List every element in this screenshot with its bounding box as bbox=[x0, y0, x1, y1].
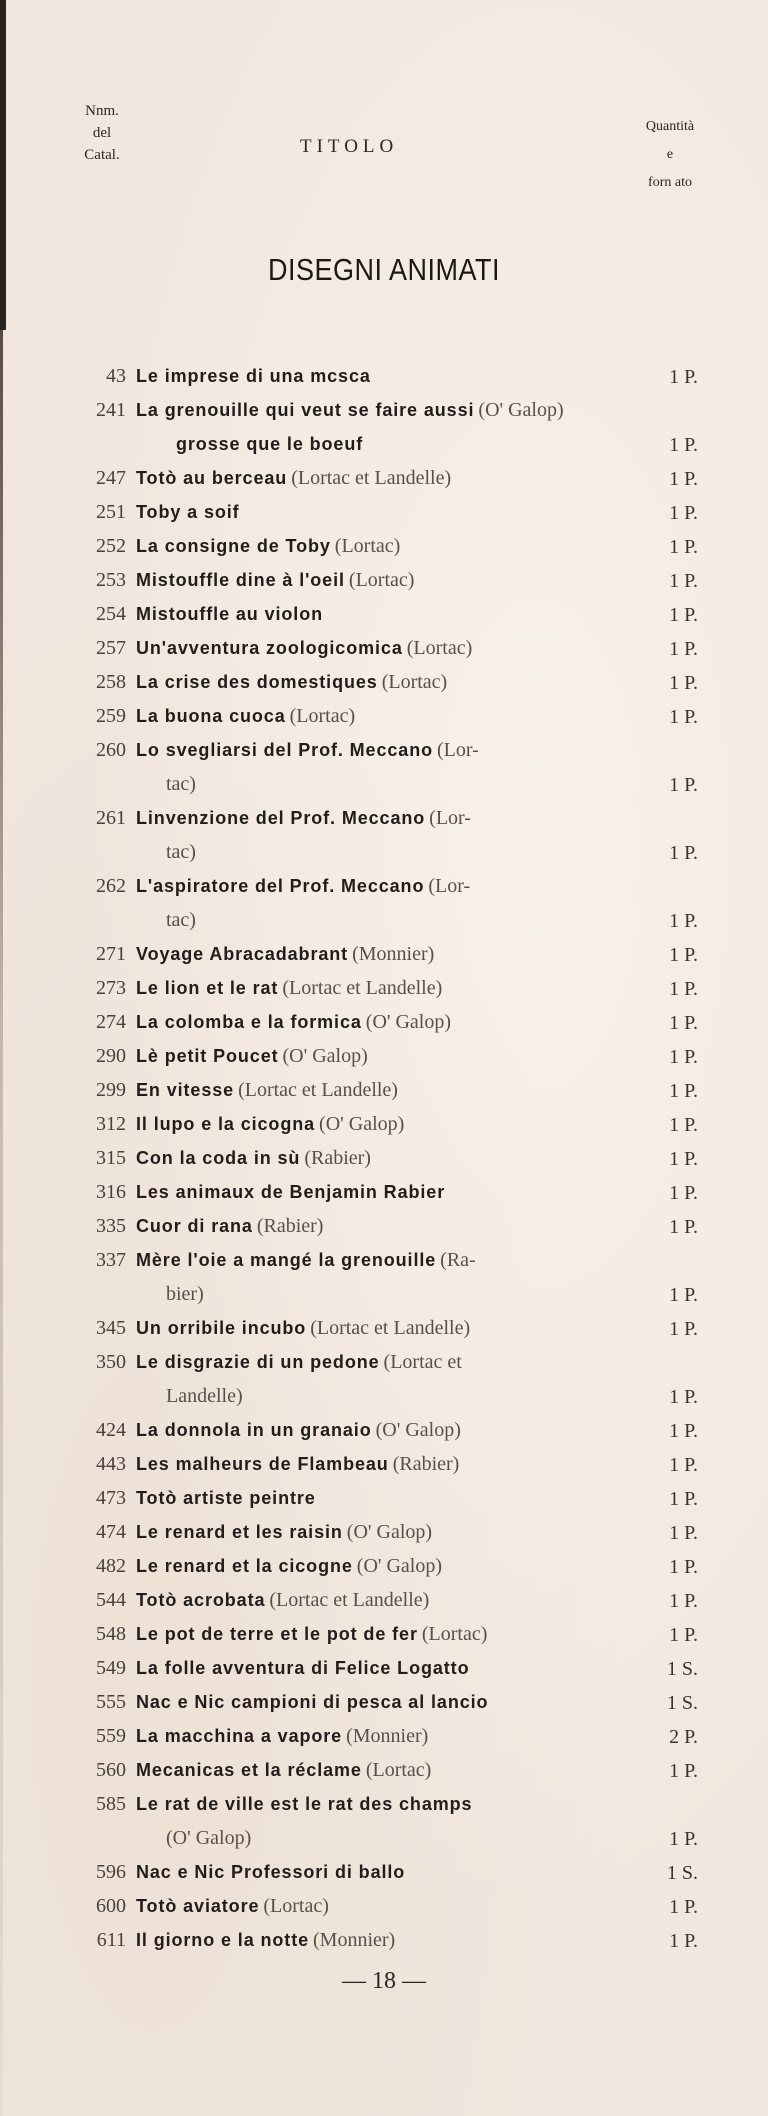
title-cell bbox=[126, 1652, 606, 1686]
title-cell bbox=[126, 1754, 606, 1788]
title-cell bbox=[126, 1108, 606, 1142]
quantity-format: 1 P. bbox=[669, 1488, 698, 1510]
title-cell bbox=[126, 1482, 606, 1516]
author: (Rabier) bbox=[392, 1453, 460, 1475]
catalog-number: 345 bbox=[96, 1317, 126, 1339]
title-cell bbox=[126, 1176, 606, 1210]
title-line bbox=[136, 1108, 606, 1142]
author-continuation: (O' Galop) bbox=[166, 1827, 252, 1849]
quantity-format: 1 P. bbox=[669, 434, 698, 456]
film-title: Mistouffle au violon bbox=[136, 604, 323, 624]
film-title: La buona cuoca bbox=[136, 706, 286, 726]
author: (Lortac) bbox=[421, 1623, 488, 1645]
catalog-number: 585 bbox=[96, 1793, 126, 1815]
title-line bbox=[136, 1856, 606, 1890]
header-line: Nnm. bbox=[85, 103, 119, 119]
author: (Lortac) bbox=[381, 671, 448, 693]
film-title-continuation: grosse que le boeuf bbox=[176, 434, 364, 454]
quantity-format: 1 P. bbox=[669, 1590, 698, 1612]
catalog-number: 316 bbox=[96, 1181, 126, 1203]
quantity-format: 1 P. bbox=[669, 570, 698, 592]
film-title: Lo svegliarsi del Prof. Meccano bbox=[136, 740, 433, 760]
author: (Lortac et Landelle) bbox=[238, 1079, 398, 1101]
title-cell bbox=[126, 734, 606, 802]
catalog-number: 258 bbox=[96, 671, 126, 693]
quantity-format: 1 P. bbox=[669, 1930, 698, 1952]
catalog-number: 596 bbox=[96, 1861, 126, 1883]
author: (Rabier) bbox=[256, 1215, 324, 1237]
author: (Lortac) bbox=[365, 1759, 432, 1781]
title-line bbox=[136, 938, 606, 972]
title-line bbox=[136, 666, 606, 700]
title-line bbox=[136, 1720, 606, 1754]
film-title: Le rat de ville est le rat des champs bbox=[136, 1794, 473, 1814]
title-line bbox=[136, 1686, 606, 1720]
title-cell bbox=[126, 972, 606, 1006]
title-line bbox=[136, 1482, 606, 1516]
author: (Lortac) bbox=[348, 569, 415, 591]
catalog-list bbox=[0, 360, 768, 1958]
list-item bbox=[0, 802, 768, 870]
list-item bbox=[0, 1856, 768, 1890]
title-line bbox=[136, 496, 606, 530]
title-line bbox=[136, 1312, 606, 1346]
author: (O' Galop) bbox=[346, 1521, 433, 1543]
title-continuation bbox=[136, 768, 606, 802]
title-cell bbox=[126, 1720, 606, 1754]
quantity-format: 1 P. bbox=[669, 1216, 698, 1238]
quantity-format: 1 P. bbox=[669, 1080, 698, 1102]
list-item bbox=[0, 938, 768, 972]
title-line bbox=[136, 462, 606, 496]
quantity-format: 1 P. bbox=[669, 1148, 698, 1170]
author-continuation: tac) bbox=[166, 841, 196, 863]
title-cell bbox=[126, 700, 606, 734]
list-item bbox=[0, 1142, 768, 1176]
title-line bbox=[136, 1924, 606, 1958]
film-title: Le disgrazie di un pedone bbox=[136, 1352, 380, 1372]
quantity-format: 2 P. bbox=[669, 1726, 698, 1748]
film-title: Le renard et les raisin bbox=[136, 1522, 343, 1542]
quantity-format: 1 P. bbox=[669, 910, 698, 932]
quantity-format: 1 S. bbox=[666, 1862, 698, 1884]
author: (O' Galop) bbox=[478, 399, 564, 421]
title-cell bbox=[126, 1890, 606, 1924]
title-line bbox=[136, 1652, 606, 1686]
list-item bbox=[0, 1176, 768, 1210]
catalog-number: 611 bbox=[96, 1929, 126, 1951]
author: (O' Galop) bbox=[319, 1113, 405, 1135]
film-title: Un orribile incubo bbox=[136, 1318, 307, 1338]
title-cell bbox=[126, 802, 606, 870]
catalog-number: 262 bbox=[96, 875, 126, 897]
catalog-number: 251 bbox=[96, 501, 126, 523]
title-line bbox=[136, 564, 606, 598]
film-title: La crise des domestiques bbox=[136, 672, 378, 692]
quantity-format: 1 P. bbox=[669, 672, 698, 694]
list-item bbox=[0, 496, 768, 530]
catalog-number: 274 bbox=[96, 1011, 126, 1033]
title-line bbox=[136, 1040, 606, 1074]
quantity-format: 1 P. bbox=[669, 536, 698, 558]
column-header-quantity bbox=[630, 113, 710, 197]
catalog-number: 600 bbox=[96, 1895, 126, 1917]
catalog-number: 473 bbox=[96, 1487, 126, 1509]
film-title: Il giorno e la notte bbox=[136, 1930, 310, 1950]
quantity-format: 1 P. bbox=[669, 1522, 698, 1544]
film-title: Linvenzione del Prof. Meccano bbox=[136, 808, 426, 828]
author: (Monnier) bbox=[346, 1725, 429, 1747]
film-title: Totò artiste peintre bbox=[136, 1488, 316, 1508]
catalog-number: 259 bbox=[96, 705, 126, 727]
author-continuation: tac) bbox=[166, 773, 196, 795]
list-item bbox=[0, 1210, 768, 1244]
film-title: Mère l'oie a mangé la grenouille bbox=[136, 1250, 437, 1270]
catalog-number: 559 bbox=[96, 1725, 126, 1747]
catalog-number: 290 bbox=[96, 1045, 126, 1067]
title-line bbox=[136, 1550, 606, 1584]
quantity-format: 1 P. bbox=[669, 638, 698, 660]
author: (Lor- bbox=[429, 807, 471, 829]
quantity-format: 1 S. bbox=[666, 1692, 698, 1714]
catalog-number: 482 bbox=[96, 1555, 126, 1577]
title-cell bbox=[126, 1244, 606, 1312]
author: (O' Galop) bbox=[375, 1419, 461, 1441]
quantity-format: 1 P. bbox=[669, 1556, 698, 1578]
title-continuation bbox=[136, 428, 606, 462]
author: (Ra- bbox=[440, 1249, 476, 1271]
author-continuation: bier) bbox=[166, 1283, 204, 1305]
film-title: La folle avventura di Felice Logatto bbox=[136, 1658, 470, 1678]
catalog-number: 474 bbox=[96, 1521, 126, 1543]
quantity-format: 1 P. bbox=[669, 502, 698, 524]
title-cell bbox=[126, 938, 606, 972]
film-title: Le imprese di una mcsca bbox=[136, 366, 371, 386]
list-item bbox=[0, 1924, 768, 1958]
list-item bbox=[0, 1244, 768, 1312]
catalog-number: 43 bbox=[106, 365, 126, 387]
author-continuation: tac) bbox=[166, 909, 196, 931]
author: (Lortac et bbox=[383, 1351, 462, 1373]
title-line bbox=[136, 1584, 606, 1618]
quantity-format: 1 P. bbox=[669, 1046, 698, 1068]
list-item bbox=[0, 734, 768, 802]
title-cell bbox=[126, 1312, 606, 1346]
list-item bbox=[0, 1754, 768, 1788]
quantity-format: 1 P. bbox=[669, 944, 698, 966]
header-line: Catal. bbox=[84, 147, 120, 163]
author: (Lortac et Landelle) bbox=[291, 467, 452, 489]
catalog-number: 544 bbox=[96, 1589, 126, 1611]
title-cell bbox=[126, 1040, 606, 1074]
film-title: Totò acrobata bbox=[136, 1590, 266, 1610]
title-line bbox=[136, 1176, 606, 1210]
list-item bbox=[0, 1720, 768, 1754]
title-cell bbox=[126, 1074, 606, 1108]
film-title: La grenouille qui veut se faire aussi bbox=[136, 400, 475, 420]
section-title: DISEGNI ANIMATI bbox=[267, 253, 501, 287]
catalog-number: 424 bbox=[96, 1419, 126, 1441]
quantity-format: 1 P. bbox=[669, 1012, 698, 1034]
author: (Lortac) bbox=[406, 637, 473, 659]
title-line bbox=[136, 1618, 606, 1652]
title-line bbox=[136, 802, 606, 836]
list-item bbox=[0, 1312, 768, 1346]
title-cell bbox=[126, 1856, 606, 1890]
title-line bbox=[136, 632, 606, 666]
title-line bbox=[136, 530, 606, 564]
list-item bbox=[0, 1108, 768, 1142]
film-title: Le pot de terre et le pot de fer bbox=[136, 1624, 418, 1644]
film-title: Il lupo e la cicogna bbox=[136, 1114, 316, 1134]
title-cell bbox=[126, 1618, 606, 1652]
film-title: Mistouffle dine à l'oeil bbox=[136, 570, 345, 590]
list-item bbox=[0, 870, 768, 938]
catalog-number: 335 bbox=[96, 1215, 126, 1237]
catalog-number: 254 bbox=[96, 603, 126, 625]
author: (Lortac) bbox=[334, 535, 401, 557]
title-cell bbox=[126, 1686, 606, 1720]
author: (Lortac) bbox=[263, 1895, 329, 1917]
film-title: Lè petit Poucet bbox=[136, 1046, 279, 1066]
title-cell bbox=[126, 1584, 606, 1618]
list-item bbox=[0, 1550, 768, 1584]
author: (Lor- bbox=[428, 875, 471, 897]
list-item bbox=[0, 1346, 768, 1414]
list-item bbox=[0, 1074, 768, 1108]
author: (Lortac et Landelle) bbox=[282, 977, 443, 999]
quantity-format: 1 P. bbox=[669, 1318, 698, 1340]
list-item bbox=[0, 1788, 768, 1856]
title-continuation bbox=[136, 836, 606, 870]
list-item bbox=[0, 1890, 768, 1924]
quantity-format: 1 P. bbox=[669, 706, 698, 728]
list-item bbox=[0, 394, 768, 462]
title-continuation bbox=[136, 1822, 606, 1856]
quantity-format: 1 P. bbox=[669, 1624, 698, 1646]
title-line bbox=[136, 598, 606, 632]
title-line bbox=[136, 394, 606, 428]
list-item bbox=[0, 1482, 768, 1516]
catalog-number: 312 bbox=[96, 1113, 126, 1135]
catalog-number: 337 bbox=[96, 1249, 126, 1271]
catalog-number: 549 bbox=[96, 1657, 126, 1679]
list-item bbox=[0, 632, 768, 666]
quantity-format: 1 P. bbox=[669, 978, 698, 1000]
title-line bbox=[136, 1788, 606, 1822]
catalog-number: 273 bbox=[96, 977, 126, 999]
catalog-number: 315 bbox=[96, 1147, 126, 1169]
list-item bbox=[0, 462, 768, 496]
catalog-number: 247 bbox=[96, 467, 126, 489]
title-cell bbox=[126, 1346, 606, 1414]
title-cell bbox=[126, 666, 606, 700]
film-title: Les malheurs de Flambeau bbox=[136, 1454, 389, 1474]
list-item bbox=[0, 1618, 768, 1652]
author: (O' Galop) bbox=[356, 1555, 443, 1577]
list-item bbox=[0, 1584, 768, 1618]
title-cell bbox=[126, 496, 606, 530]
film-title: Cuor di rana bbox=[136, 1216, 253, 1236]
title-cell bbox=[126, 1516, 606, 1550]
author: (O' Galop) bbox=[282, 1045, 368, 1067]
list-item bbox=[0, 700, 768, 734]
header-line: forn ato bbox=[648, 175, 692, 190]
title-continuation bbox=[136, 1380, 606, 1414]
title-line bbox=[136, 1210, 606, 1244]
quantity-format: 1 P. bbox=[669, 774, 698, 796]
film-title: Con la coda in sù bbox=[136, 1148, 301, 1168]
title-line bbox=[136, 360, 606, 394]
list-item bbox=[0, 1040, 768, 1074]
quantity-format: 1 P. bbox=[669, 1386, 698, 1408]
title-cell bbox=[126, 1448, 606, 1482]
title-line bbox=[136, 1890, 606, 1924]
film-title: L'aspiratore del Prof. Meccano bbox=[136, 876, 425, 896]
title-cell bbox=[126, 1550, 606, 1584]
title-line bbox=[136, 700, 606, 734]
film-title: La colomba e la formica bbox=[136, 1012, 362, 1032]
catalog-number: 555 bbox=[96, 1691, 126, 1713]
title-cell bbox=[126, 1788, 606, 1856]
title-cell bbox=[126, 462, 606, 496]
catalog-number: 260 bbox=[96, 739, 126, 761]
catalog-number: 241 bbox=[96, 399, 126, 421]
quantity-format: 1 P. bbox=[669, 1896, 698, 1918]
quantity-format: 1 P. bbox=[669, 366, 698, 388]
author: (Monnier) bbox=[313, 1929, 396, 1951]
title-continuation bbox=[136, 1278, 606, 1312]
quantity-format: 1 P. bbox=[669, 1284, 698, 1306]
quantity-format: 1 P. bbox=[669, 842, 698, 864]
quantity-format: 1 P. bbox=[669, 1828, 698, 1850]
title-line bbox=[136, 870, 606, 904]
title-line bbox=[136, 1074, 606, 1108]
header-line: del bbox=[92, 125, 112, 141]
list-item bbox=[0, 1448, 768, 1482]
title-line bbox=[136, 1414, 606, 1448]
title-cell bbox=[126, 1210, 606, 1244]
catalog-number: 271 bbox=[96, 943, 126, 965]
catalog-number: 261 bbox=[96, 807, 126, 829]
title-line bbox=[136, 1516, 606, 1550]
title-cell bbox=[126, 394, 606, 462]
list-item bbox=[0, 1414, 768, 1448]
title-cell bbox=[126, 360, 606, 394]
list-item bbox=[0, 666, 768, 700]
author: (Lortac et Landelle) bbox=[310, 1317, 471, 1339]
author: (O' Galop) bbox=[365, 1011, 452, 1033]
author: (Lortac et Landelle) bbox=[269, 1589, 430, 1611]
header-line: Quantità bbox=[645, 119, 695, 134]
film-title: Un'avventura zoologicomica bbox=[136, 638, 403, 658]
title-cell bbox=[126, 1006, 606, 1040]
list-item bbox=[0, 1516, 768, 1550]
list-item bbox=[0, 1652, 768, 1686]
author: (Lortac) bbox=[289, 705, 356, 727]
quantity-format: 1 P. bbox=[669, 468, 698, 490]
author-continuation: Landelle) bbox=[166, 1385, 243, 1407]
catalog-number: 560 bbox=[96, 1759, 126, 1781]
title-line bbox=[136, 1754, 606, 1788]
catalog-number: 548 bbox=[96, 1623, 126, 1645]
title-cell bbox=[126, 870, 606, 938]
film-title: Nac e Nic Professori di ballo bbox=[136, 1862, 406, 1882]
film-title: Nac e Nic campioni di pesca al lancio bbox=[136, 1692, 489, 1712]
catalog-number: 299 bbox=[96, 1079, 126, 1101]
catalog-number: 253 bbox=[96, 569, 126, 591]
title-line bbox=[136, 734, 606, 768]
film-title: La macchina a vapore bbox=[136, 1726, 343, 1746]
quantity-format: 1 P. bbox=[669, 1760, 698, 1782]
title-cell bbox=[126, 632, 606, 666]
title-line bbox=[136, 1244, 606, 1278]
film-title: En vitesse bbox=[136, 1080, 235, 1100]
quantity-format: 1 P. bbox=[669, 604, 698, 626]
list-item bbox=[0, 972, 768, 1006]
list-item bbox=[0, 564, 768, 598]
title-line bbox=[136, 1448, 606, 1482]
author: (Rabier) bbox=[304, 1147, 371, 1169]
list-item bbox=[0, 530, 768, 564]
film-title: Totò au berceau bbox=[136, 468, 288, 488]
list-item bbox=[0, 598, 768, 632]
title-line bbox=[136, 972, 606, 1006]
list-item bbox=[0, 1686, 768, 1720]
catalog-number: 257 bbox=[96, 637, 126, 659]
film-title: Totò aviatore bbox=[136, 1896, 260, 1916]
catalog-number: 252 bbox=[96, 535, 126, 557]
quantity-format: 1 S. bbox=[666, 1658, 698, 1680]
header-line: e bbox=[666, 147, 674, 162]
title-cell bbox=[126, 1142, 606, 1176]
title-line bbox=[136, 1346, 606, 1380]
quantity-format: 1 P. bbox=[669, 1420, 698, 1442]
author: (Monnier) bbox=[352, 943, 435, 965]
title-cell bbox=[126, 564, 606, 598]
catalog-number: 443 bbox=[96, 1453, 126, 1475]
title-line bbox=[136, 1142, 606, 1176]
film-title: Le renard et la cicogne bbox=[136, 1556, 353, 1576]
film-title: Les animaux de Benjamin Rabier bbox=[136, 1182, 446, 1202]
column-header-title: TITOLO bbox=[300, 136, 399, 157]
quantity-format: 1 P. bbox=[669, 1114, 698, 1136]
list-item bbox=[0, 360, 768, 394]
column-header-catalog-number bbox=[66, 100, 138, 166]
film-title: Mecanicas et la réclame bbox=[136, 1760, 362, 1780]
film-title: Le lion et le rat bbox=[136, 978, 279, 998]
title-cell bbox=[126, 1924, 606, 1958]
page-number: — 18 — bbox=[342, 1968, 426, 1994]
title-cell bbox=[126, 530, 606, 564]
film-title: La donnola in un granaio bbox=[136, 1420, 372, 1440]
title-cell bbox=[126, 1414, 606, 1448]
title-continuation bbox=[136, 904, 606, 938]
list-item bbox=[0, 1006, 768, 1040]
author: (Lor- bbox=[437, 739, 479, 761]
film-title: Voyage Abracadabrant bbox=[136, 944, 349, 964]
title-cell bbox=[126, 598, 606, 632]
catalog-number: 350 bbox=[96, 1351, 126, 1373]
quantity-format: 1 P. bbox=[669, 1182, 698, 1204]
film-title: Toby a soif bbox=[136, 502, 240, 522]
quantity-format: 1 P. bbox=[669, 1454, 698, 1476]
title-line bbox=[136, 1006, 606, 1040]
film-title: La consigne de Toby bbox=[136, 536, 331, 556]
